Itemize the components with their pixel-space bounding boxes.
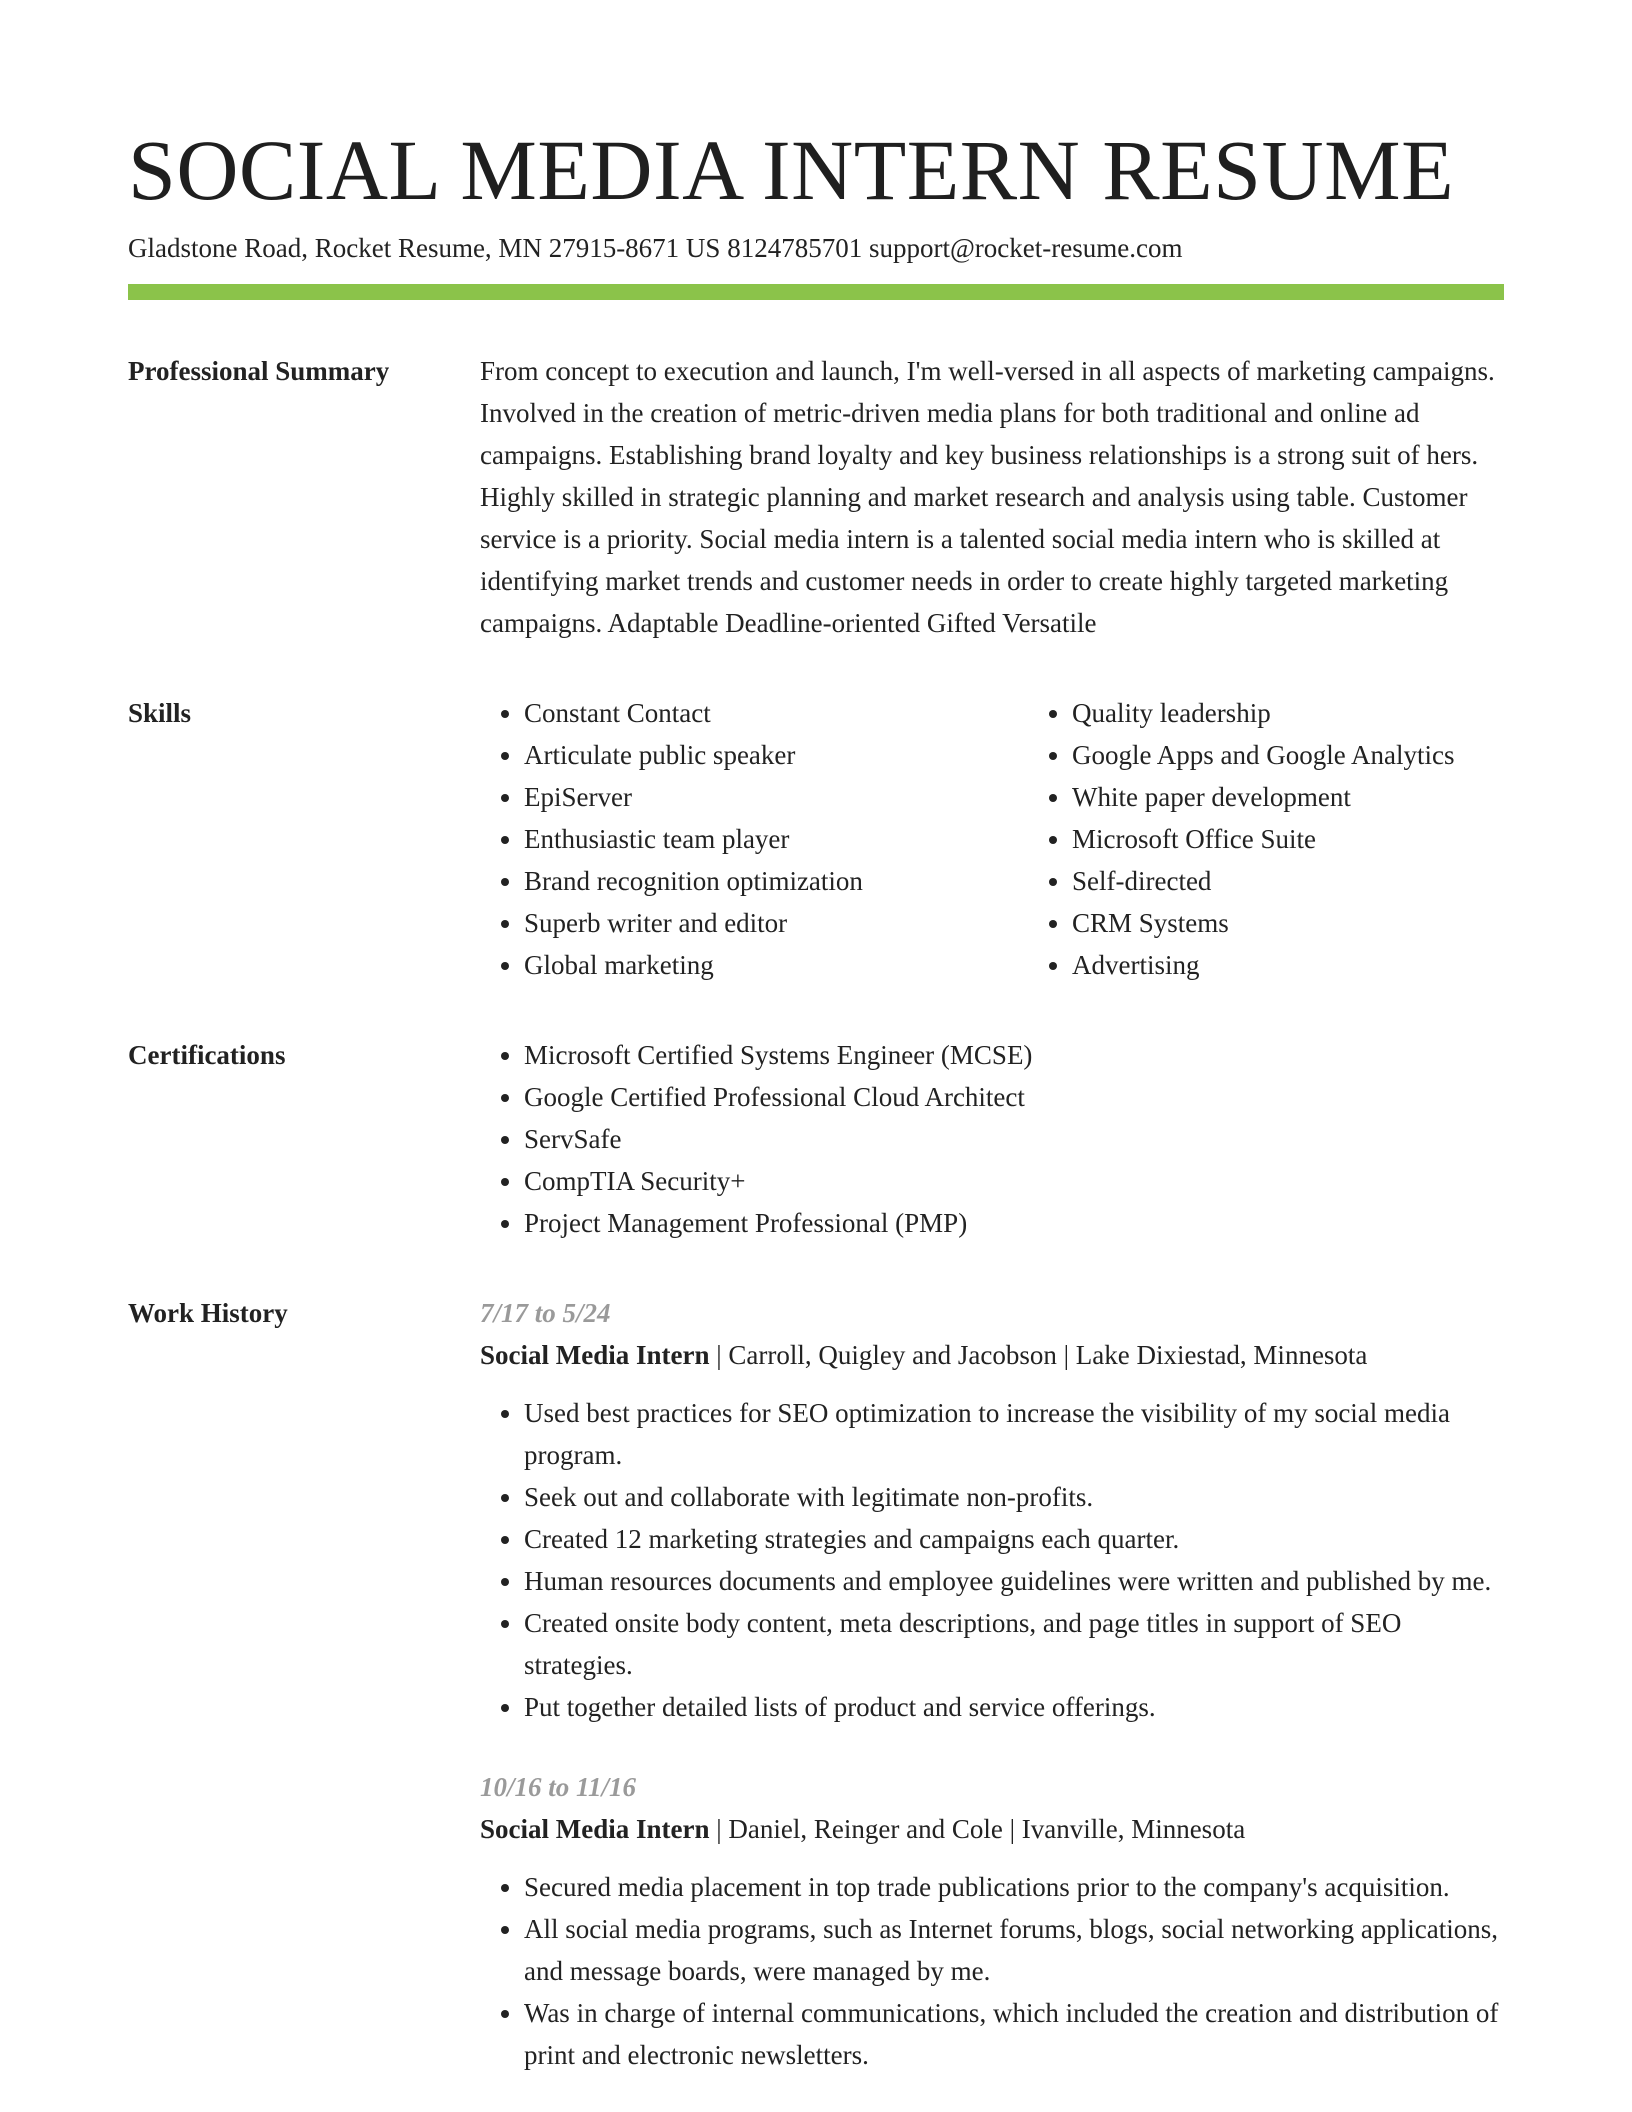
skill-item: • Self-directed	[1072, 860, 1504, 902]
job-bullets	[480, 1392, 1504, 1728]
job-entry	[480, 1292, 1504, 1728]
certification-item: • Project Management Professional (PMP)	[524, 1202, 1504, 1244]
section-label: Skills	[128, 698, 192, 728]
section-content	[480, 1034, 1504, 1244]
skill-item: • White paper development	[1072, 776, 1504, 818]
job-dates: 10/16 to 11/16	[480, 1772, 637, 1802]
skill-item: • Google Apps and Google Analytics	[1072, 734, 1504, 776]
skill-item: • Articulate public speaker	[524, 734, 1028, 776]
skill-item: • Constant Contact	[524, 692, 1028, 734]
section-label: Professional Summary	[128, 356, 390, 386]
section-content	[480, 1292, 1504, 2076]
resume-title: SOCIAL MEDIA INTERN RESUME	[128, 122, 1455, 218]
accent-divider	[128, 284, 1504, 300]
job-bullet: • Was in charge of internal communications, which included the creation and distribution of print and electronic newsletters.	[524, 1992, 1504, 2076]
resume-page	[128, 120, 1504, 2076]
certifications-section	[128, 1034, 1504, 1244]
skill-item: • Brand recognition optimization	[524, 860, 1028, 902]
work-history-section	[128, 1292, 1504, 2076]
certification-item: • Google Certified Professional Cloud Architect	[524, 1076, 1504, 1118]
job-details: | Daniel, Reinger and Cole | Ivanville, Minnesota	[709, 1814, 1246, 1844]
job-bullet: • Seek out and collaborate with legitimate non-profits.	[524, 1476, 1504, 1518]
skill-item: • Microsoft Office Suite	[1072, 818, 1504, 860]
job-entry	[480, 1766, 1504, 2076]
certification-item: • CompTIA Security+	[524, 1160, 1504, 1202]
certification-item: • Microsoft Certified Systems Engineer (MCSE)	[524, 1034, 1504, 1076]
skill-item: • Superb writer and editor	[524, 902, 1028, 944]
skill-item: • Enthusiastic team player	[524, 818, 1028, 860]
job-position: Social Media Intern	[480, 1340, 710, 1370]
skills-grid	[480, 692, 1504, 986]
certification-item: • ServSafe	[524, 1118, 1504, 1160]
certifications-list	[480, 1034, 1504, 1244]
job-dates: 7/17 to 5/24	[480, 1298, 611, 1328]
section-label: Certifications	[128, 1040, 286, 1070]
skill-item: • EpiServer	[524, 776, 1028, 818]
job-bullet: • All social media programs, such as Internet forums, blogs, social networking applications, and message boards, were managed by me.	[524, 1908, 1504, 1992]
job-bullet: • Put together detailed lists of product and service offerings.	[524, 1686, 1504, 1728]
skills-list-right	[1028, 692, 1504, 986]
skill-item: • Quality leadership	[1072, 692, 1504, 734]
job-details: | Carroll, Quigley and Jacobson | Lake Dixiestad, Minnesota	[709, 1340, 1368, 1370]
skill-item: • Advertising	[1072, 944, 1504, 986]
job-heading	[480, 1808, 1504, 1850]
section-content	[480, 350, 1504, 644]
contact-line: Gladstone Road, Rocket Resume, MN 27915-8671 US 8124785701 support@rocket-resume.com	[128, 233, 1183, 263]
skill-item: • Global marketing	[524, 944, 1028, 986]
job-bullet: • Created onsite body content, meta descriptions, and page titles in support of SEO strategies.	[524, 1602, 1504, 1686]
summary-section	[128, 350, 1504, 644]
skills-list-left	[480, 692, 1028, 986]
summary-text: From concept to execution and launch, I'm well-versed in all aspects of marketing campaigns. Involved in the creation of metric-driven media plans for both traditional and online ad campaigns. Establishing brand loyalty and key business relationships is a strong suit of hers. Highly skilled in strategic planning and market research and analysis using table. Customer service is a priority. Social media intern is a talented social media intern who is skilled at identifying market trends and customer needs in order to create highly targeted marketing campaigns. Adaptable Deadline-oriented Gifted Versatile	[480, 356, 1495, 638]
section-label: Work History	[128, 1298, 288, 1328]
job-bullet: • Created 12 marketing strategies and campaigns each quarter.	[524, 1518, 1504, 1560]
skill-item: • CRM Systems	[1072, 902, 1504, 944]
skills-section	[128, 692, 1504, 986]
job-position: Social Media Intern	[480, 1814, 710, 1844]
job-bullet: • Secured media placement in top trade publications prior to the company's acquisition.	[524, 1866, 1504, 1908]
job-heading	[480, 1334, 1504, 1376]
job-bullet: • Human resources documents and employee guidelines were written and published by me.	[524, 1560, 1504, 1602]
job-bullets	[480, 1866, 1504, 2076]
job-bullet: • Used best practices for SEO optimization to increase the visibility of my social media program.	[524, 1392, 1504, 1476]
